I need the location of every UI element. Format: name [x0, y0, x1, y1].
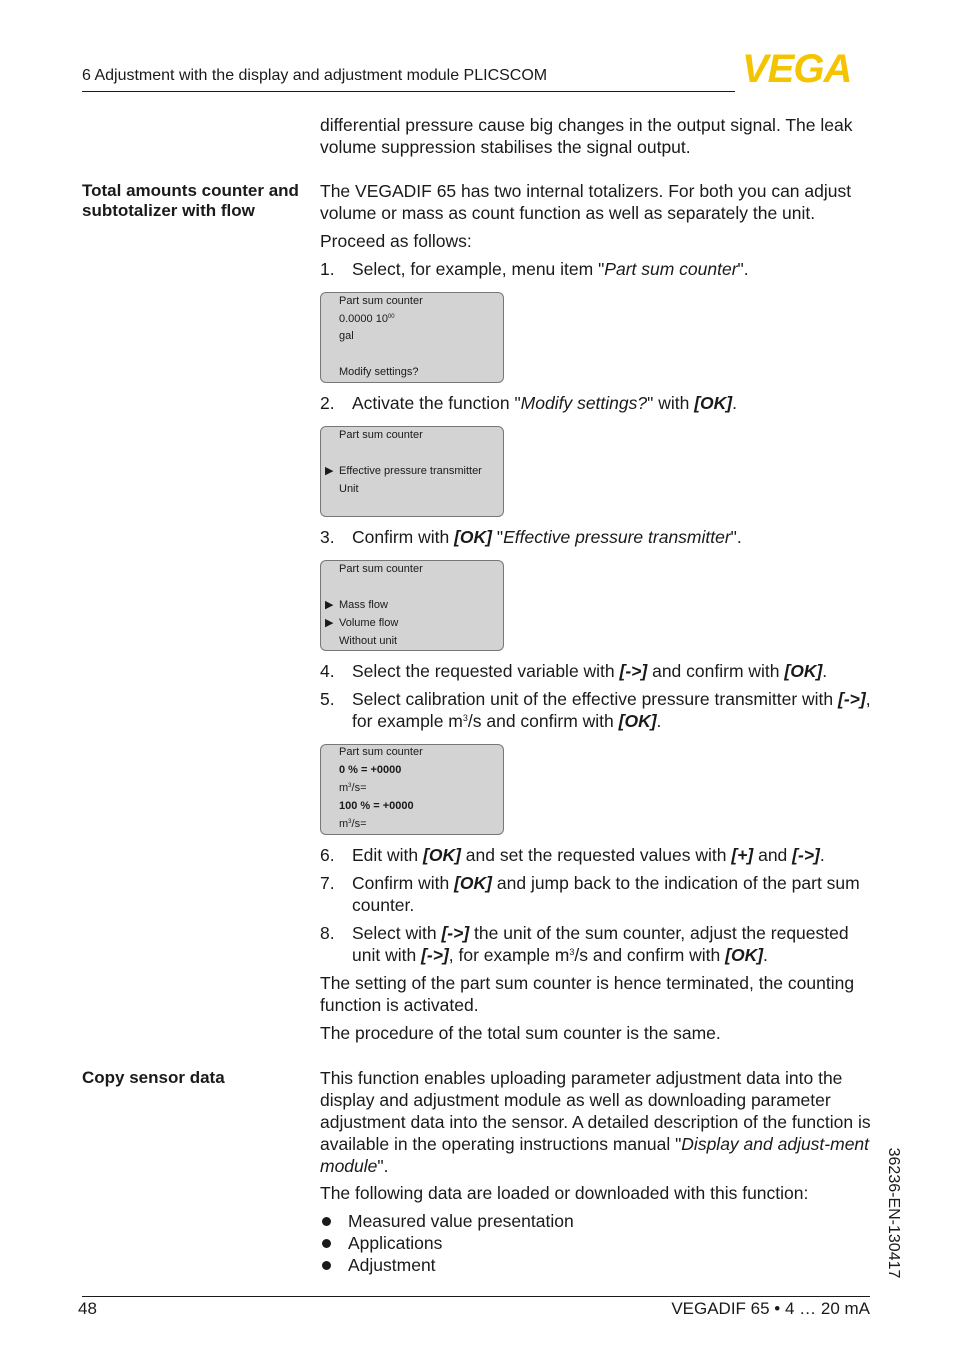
bullet-icon — [322, 1217, 331, 1226]
intro-paragraph: differential pressure cause big changes in the output signal. The leak volume suppression stabilises the signal output. — [320, 115, 853, 157]
step-4: 4. Select the requested variable with [->] and confirm with [OK]. — [320, 661, 828, 681]
screen-unit: $m^3/s=$ — [339, 818, 367, 830]
totalizer-description: The VEGADIF 65 has two internal totalizers. For both you can adjust volume or mass as count function as well as separately the unit. — [320, 181, 852, 223]
step-8: 8. Select with [->] the unit of the sum counter, adjust the requested unit with [->], for example $m^3/s$ and confirm with [OK]. — [320, 923, 849, 965]
screen-title: Part sum counter — [339, 429, 423, 441]
step-number: 3. — [320, 527, 335, 547]
screen-menu-item: Mass flow — [339, 599, 388, 611]
vega-logo-text: VEGA — [742, 50, 852, 86]
screen-value-100: 100 % = +0000 — [339, 800, 414, 812]
step-number: 5. — [320, 689, 335, 709]
play-arrow-icon: ▶ — [325, 599, 334, 611]
step-3: 3. Confirm with [OK] "Effective pressure transmitter". — [320, 527, 742, 547]
completion-text: The setting of the part sum counter is hence terminated, the counting function is activated. — [320, 973, 855, 1015]
vega-logo — [742, 50, 872, 86]
screen-unit: $m^3/s=$ — [339, 782, 367, 794]
screen-title: Part sum counter — [339, 563, 423, 575]
play-arrow-icon: ▶ — [325, 465, 334, 477]
step-1 — [320, 258, 875, 280]
step-text: ". — [737, 259, 749, 279]
header-rule — [82, 91, 735, 92]
screen-unit: gal — [339, 330, 354, 342]
screen-prompt: Modify settings? — [339, 366, 419, 378]
screen-menu-item: Volume flow — [339, 617, 399, 629]
product-name: VEGADIF 65 • 4 … 20 mA — [671, 1299, 870, 1318]
running-header: 6 Adjustment with the display and adjustment module PLICSCOM — [82, 67, 548, 84]
list-item: Adjustment — [320, 1254, 436, 1276]
copy-sensor-description: This function enables uploading parameter adjustment data into the display and adjustment module as well as downloading parameter adjustment data into the sensor. A detailed description of the function is available in the operating instructions manual "Display and adjust-ment module". — [320, 1068, 871, 1176]
section-heading-totalizer: Total amounts counter and subtotalizer with flow — [82, 181, 299, 220]
screen-title: Part sum counter — [339, 746, 423, 758]
display-screen-2 — [320, 426, 504, 517]
step-7: 7. Confirm with [OK] and jump back to the indication of the part sum counter. — [320, 873, 860, 915]
step-number: 4. — [320, 661, 335, 681]
section-heading-copy-sensor: Copy sensor data — [82, 1068, 225, 1087]
screen-menu-item: Unit — [339, 483, 359, 495]
screen-menu-item: Effective pressure transmitter — [339, 465, 482, 477]
step-number: 2. — [320, 393, 335, 413]
screen-value-0: 0 % = +0000 — [339, 764, 402, 776]
key-ok: [OK] — [454, 527, 493, 547]
screen-menu-item: Without unit — [339, 635, 398, 647]
play-arrow-icon: ▶ — [325, 617, 334, 629]
step-number: 6. — [320, 845, 335, 865]
screen-value: 0.0000 $10^{00}$ — [339, 313, 395, 325]
step-number: 8. — [320, 923, 335, 943]
list-intro: The following data are loaded or downloaded with this function: — [320, 1183, 809, 1203]
menu-item-name: Part sum counter — [604, 259, 738, 279]
step-number: 1. — [320, 259, 335, 279]
display-screen-3 — [320, 560, 504, 651]
total-counter-note: The procedure of the total sum counter is the same. — [320, 1023, 721, 1043]
display-screen-1 — [320, 292, 504, 383]
page-number: 48 — [78, 1299, 97, 1318]
display-screen-4 — [320, 744, 504, 835]
screen-title: Part sum counter — [339, 295, 423, 307]
list-item: Applications — [320, 1232, 442, 1254]
bullet-icon — [322, 1261, 331, 1270]
step-2: 2. Activate the function "Modify settings?" with [OK]. — [320, 393, 737, 413]
key-ok: [OK] — [694, 393, 733, 413]
step-text: Select, for example, menu item " — [352, 259, 605, 279]
step-5: 5. Select calibration unit of the effective pressure transmitter with [->], for example $m^3/s$ and confirm with [OK]. — [320, 689, 871, 731]
document-code: 36236-EN-130417 — [885, 1147, 902, 1279]
footer-rule — [82, 1296, 870, 1297]
step-6: 6. Edit with [OK] and set the requested values with [+] and [->]. — [320, 845, 825, 865]
proceed-text: Proceed as follows: — [320, 231, 472, 251]
list-item: Measured value presentation — [320, 1210, 574, 1232]
step-number: 7. — [320, 873, 335, 893]
bullet-icon — [322, 1239, 331, 1248]
